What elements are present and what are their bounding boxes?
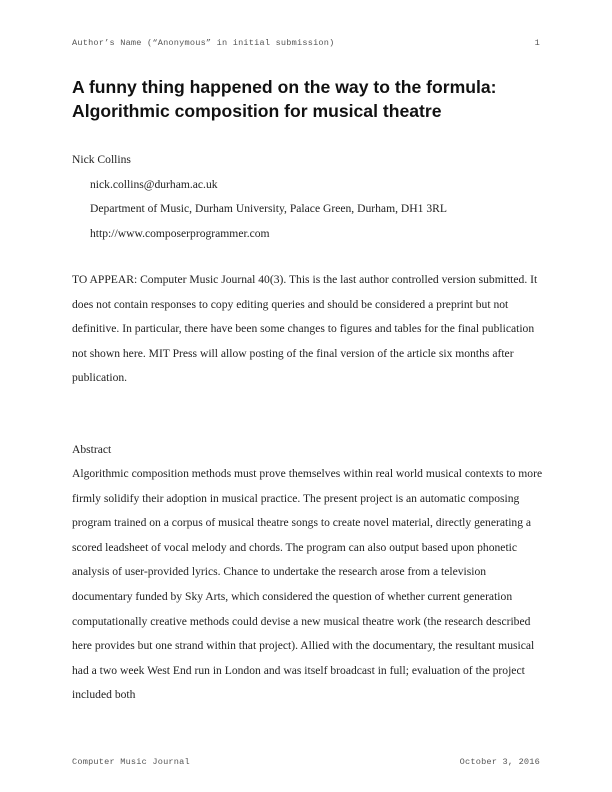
preprint-notice: TO APPEAR: Computer Music Journal 40(3). This is the last author controlled version submitted. It does not contain responses to copy editing queries and should be considered a preprint but not definitive. In particular, there have been some changes to figures and tables for the final publication not shown here. MIT Press will allow posting of the final version of the article six months after publication. [72, 273, 538, 385]
footer-journal: Computer Music Journal [72, 757, 190, 767]
author-affiliation: Department of Music, Durham University, Palace Green, Durham, DH1 3RL [90, 202, 447, 216]
title-line-2: Algorithmic composition for musical theatre [72, 101, 442, 121]
author-block [72, 152, 447, 250]
abstract-text: Algorithmic composition methods must prove themselves within real world musical contexts to more firmly solidify their adoption in musical practice. The present project is an automatic composing program trained on a corpus of musical theatre songs to create novel material, directly generating a scored leadsheet of vocal melody and chords. The program can also output based upon phonetic analysis of user-provided lyrics. Chance to undertake the research arose from a television documentary funded by Sky Arts, which considered the question of whether current generation computationally creative methods could devise a new musical theatre work (the research described here provides but one strand within that project). Allied with the documentary, the resultant musical had a two week West End run in London and was itself broadcast in full; evaluation of the project included both [72, 467, 543, 702]
running-head: Author’s Name (“Anonymous” in initial submission) [72, 38, 335, 48]
author-email: nick.collins@durham.ac.uk [90, 177, 218, 191]
abstract-heading: Abstract [72, 443, 112, 456]
author-website: http://www.composerprogrammer.com [90, 226, 270, 240]
paper-title [72, 75, 552, 123]
title-line-1: A funny thing happened on the way to the formula: [72, 77, 497, 97]
page-number: 1 [534, 38, 540, 48]
author-name: Nick Collins [72, 153, 131, 166]
footer-date: October 3, 2016 [459, 757, 540, 767]
